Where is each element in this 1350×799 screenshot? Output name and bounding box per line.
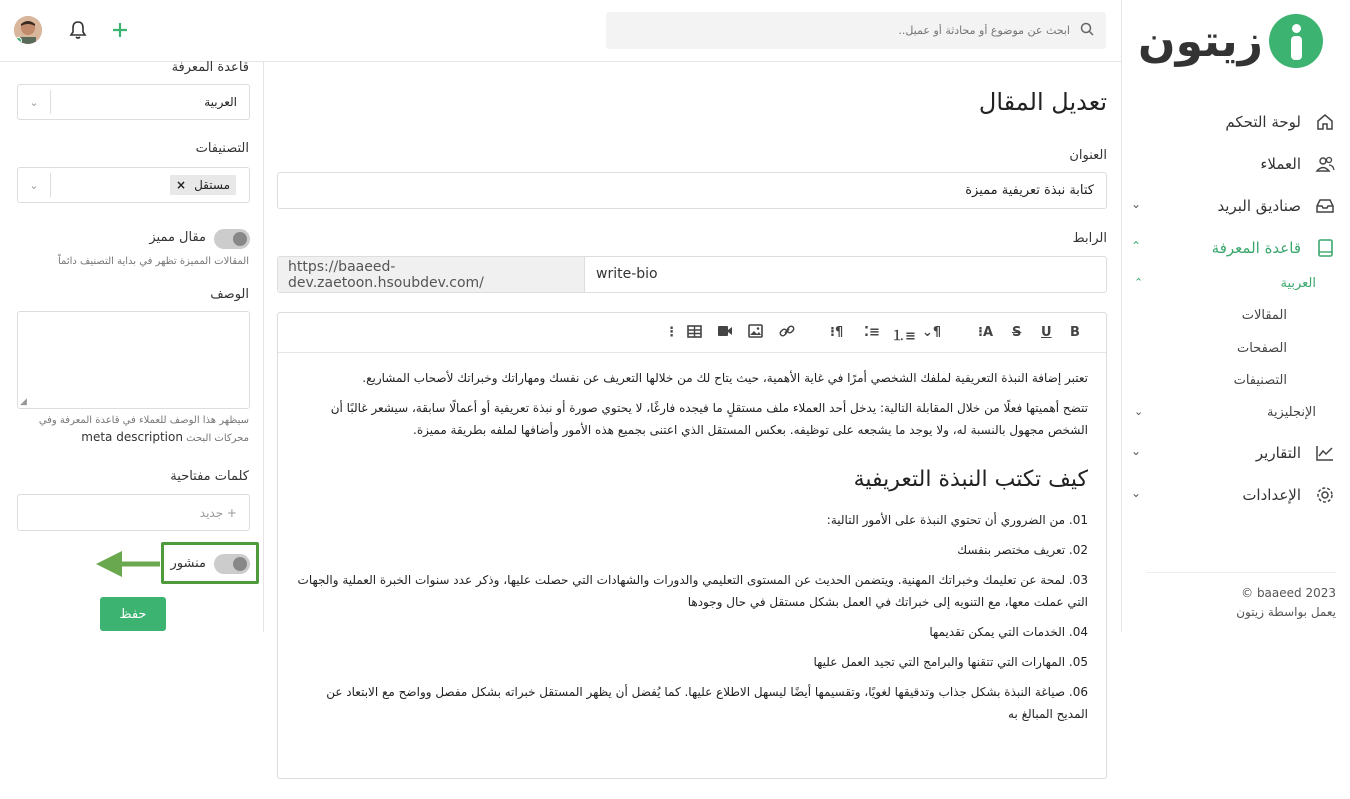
inbox-icon [1314,195,1336,217]
url-field[interactable] [277,256,1107,293]
paragraph: تتضح أهميتها فعلًا من خلال المقابلة التالية: يدخل أحد العملاء ملف مستقلٍ ما فيجده فارغًا، لا يحتوي صورة أو نبذة تعريفية أو أعمالًا سابقة، سيشعر غالبًا أن الشخص مجهول بالنسبة له، ولا يوجد ما يشجعه على توظيفه. بعكس المستقل الذي اعتنى بجميع هذه الأمور وأضافها لملفه بطريقة مميزة. [330,401,1088,437]
kb-select[interactable] [17,84,250,120]
strikethrough-icon[interactable]: S [1012,325,1022,340]
underline-icon[interactable]: U [1041,325,1052,340]
link-label: الرابط [1072,231,1107,246]
chevron-down-icon[interactable]: ⌄ [1131,444,1142,458]
bell-icon[interactable] [68,20,88,44]
article-settings-panel [0,62,264,632]
search-bar [606,12,1106,49]
featured-label: مقال مميز [149,230,206,245]
title-label: العنوان [1069,148,1107,163]
chevron-up-icon[interactable]: ⌃ [1131,239,1142,253]
hint-text: محركات البحث [186,433,249,444]
sidebar-sub-arabic[interactable]: العربية [1280,276,1316,291]
top-bar [0,0,1121,62]
online-status-dot [15,37,22,44]
list-item: 01. من الضروري أن تحتوي النبذة على الأمور التالية: [826,513,1088,527]
sidebar-sub-articles[interactable]: المقالات [1241,308,1287,323]
sidebar-sub-categories[interactable]: التصنيفات [1233,373,1287,388]
categories-label: التصنيفات [195,141,249,156]
description-label: الوصف [210,287,249,302]
bullet-list-icon[interactable]: ⁚≡ [864,325,880,340]
save-button[interactable]: حفظ [100,597,166,631]
sidebar-item-label: لوحة التحكم [1225,113,1301,131]
chart-icon [1314,442,1336,464]
category-chip [170,175,236,195]
title-field[interactable]: كتابة نبذة تعريفية مميزة [277,172,1107,209]
sidebar-item-mailboxes[interactable] [1131,191,1336,221]
link-icon[interactable] [779,323,795,343]
logo-text: زيتون [1138,16,1263,67]
chevron-down-icon[interactable]: ⌄ [29,95,39,109]
gear-icon [1314,484,1336,506]
sidebar-item-label: التقارير [1255,444,1301,462]
bold-icon[interactable]: B [1070,325,1080,340]
copyright: © baaeed 2023 [1241,586,1336,600]
featured-hint: المقالات المميزة تظهر في بداية التصنيف دائماً [58,256,249,267]
url-slug: write-bio [596,266,658,282]
close-icon[interactable]: × [176,178,187,192]
home-icon [1314,111,1336,133]
sidebar-item-label: الإعدادات [1242,486,1301,504]
sidebar-sub-pages[interactable]: الصفحات [1236,341,1287,356]
sidebar-item-settings[interactable] [1131,480,1336,510]
arrow-annotation [94,549,162,579]
logo[interactable] [1138,14,1323,74]
paragraph-direction-icon[interactable]: ⁝¶ [830,325,844,340]
search-input[interactable] [632,23,1072,38]
sidebar-item-reports[interactable] [1131,438,1336,468]
url-prefix: https://baaeed-dev.zaetoon.hsoubdev.com/ [278,257,585,292]
rich-text-editor[interactable] [277,312,1107,779]
chip-label: مستقل [194,178,230,192]
sidebar-item-clients[interactable] [1131,149,1336,179]
list-item: 03. لمحة عن تعليمك وخبراتك المهنية. ويتضمن الحديث عن المستوى التعليمي والدورات والشهادات التي حصلت عليها، وذكر عدد سنوات الخبرة العملية والجهات التي عملت معها، مع التنويه إلى خبراتك في العمل بشكل مستقل في حال وجودها [297,573,1088,609]
ordered-list-icon[interactable]: ⒈≡ [892,329,916,344]
kb-select-value: العربية [204,95,237,109]
chevron-down-icon[interactable]: ⌄ [1131,486,1142,500]
resize-handle-icon[interactable]: ◢ [20,397,27,407]
users-icon [1314,153,1336,175]
search-icon [1080,21,1094,40]
chevron-up-icon[interactable]: ⌃ [1134,276,1144,289]
sidebar [1121,0,1350,632]
published-toggle[interactable] [214,554,250,574]
paragraph-dropdown-icon[interactable]: ⌄¶ [922,325,942,340]
editor-toolbar [278,313,1106,353]
chevron-down-icon[interactable]: ⌄ [1134,405,1144,418]
content-list [296,509,1088,725]
keywords-label: كلمات مفتاحية [170,469,249,484]
editor-content[interactable] [278,353,1106,725]
list-item: 02. تعريف مختصر بنفسك [957,543,1088,557]
sidebar-item-dashboard[interactable] [1131,107,1336,137]
sidebar-item-knowledge-base[interactable] [1131,233,1336,263]
paragraph: تعتبر إضافة النبذة التعريفية لملفك الشخصي أمرًا في غاية الأهمية، حيث يتاح لك من خلالها التعريف عن نفسك ومهاراتك وخبراتك لأصحاب المشاريع. [362,371,1088,385]
sidebar-footer [1236,584,1336,622]
featured-toggle[interactable] [214,229,250,249]
divider [1146,572,1336,573]
sidebar-item-label: قاعدة المعرفة [1211,239,1301,257]
image-icon[interactable] [748,324,763,342]
sidebar-item-label: صناديق البريد [1217,197,1301,215]
list-item: 06. صياغة النبذة بشكل جذاب وتدقيقها لغويًا، وتقسيمها أيضًا ليسهل الاطلاع عليها. كما يُفضل أن يظهر المستقل خبراته بشكل مفصل وواضح مع الابتعاد عن المديح المبالغ به [326,685,1088,721]
page-title: تعديل المقال [978,88,1107,116]
description-textarea[interactable] [17,311,250,409]
video-icon[interactable] [717,325,733,341]
list-item: 05. المهارات التي تتقنها والبرامج التي تجيد العمل عليها [813,655,1088,669]
kb-label: قاعدة المعرفة [171,60,249,75]
chevron-down-icon[interactable]: ⌄ [29,178,39,192]
book-icon [1314,237,1336,259]
powered-by[interactable]: يعمل بواسطة زيتون [1236,605,1336,619]
list-item: 04. الخدمات التي يمكن تقديمها [929,625,1088,639]
content-heading: كيف تكتب النبذة التعريفية [853,467,1088,492]
add-icon[interactable] [110,20,130,44]
chevron-down-icon[interactable]: ⌄ [1131,197,1142,211]
description-hint [9,413,249,447]
hint-line [9,429,249,447]
hint-term: meta description [81,430,183,444]
published-label: منشور [170,556,206,571]
sidebar-item-label: العملاء [1260,155,1301,173]
avatar[interactable] [14,16,42,44]
text-size-icon[interactable]: ⁝A [978,325,993,340]
table-icon[interactable] [687,325,702,342]
sidebar-sub-english[interactable]: الإنجليزية [1266,405,1316,420]
keywords-input[interactable]: + جديد [17,494,250,531]
more-options-icon[interactable]: ⋮ [665,325,678,340]
hint-line: سيظهر هذا الوصف للعملاء في قاعدة المعرفة وفي [38,415,249,426]
categories-select[interactable] [17,167,250,203]
